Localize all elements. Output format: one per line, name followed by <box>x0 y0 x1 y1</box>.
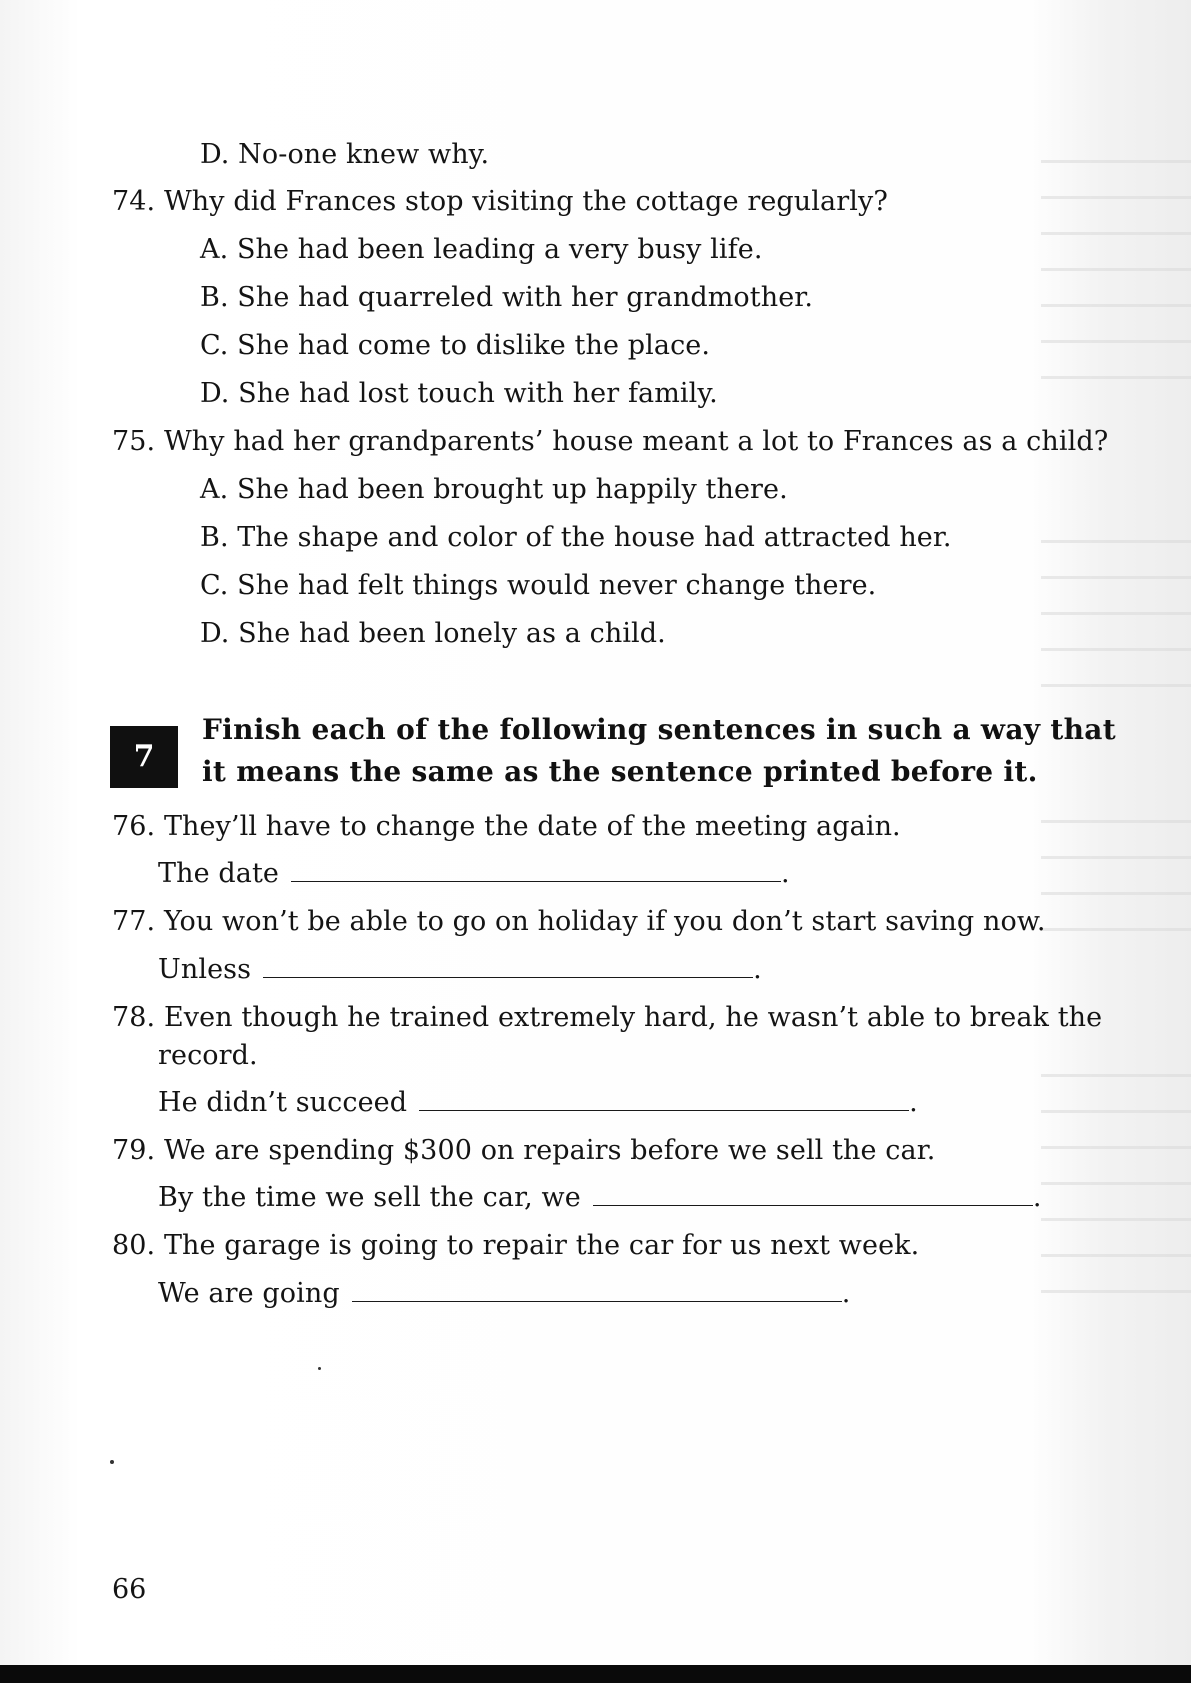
bleed-through-mark <box>1041 1074 1191 1077</box>
bleed-through-mark <box>1041 340 1191 343</box>
answer-period: . <box>909 1087 918 1118</box>
q75-option-b: B. The shape and color of the house had attracted her. <box>200 522 952 553</box>
q77-answer-line <box>158 953 762 987</box>
question-74 <box>112 185 888 219</box>
question-75 <box>112 425 1108 459</box>
answer-blank[interactable] <box>352 1277 842 1302</box>
bleed-through-mark <box>1041 820 1191 823</box>
q78-answer-line <box>158 1086 918 1120</box>
bleed-through-mark <box>1041 576 1191 579</box>
bleed-through-mark <box>1041 928 1191 931</box>
q74-option-b: B. She had quarreled with her grandmother. <box>200 282 814 313</box>
section-instruction-line-2: it means the same as the sentence printed before it. <box>202 755 1038 788</box>
section-instruction-line-1: Finish each of the following sentences in such a way that <box>202 713 1116 746</box>
question-sentence: The garage is going to repair the car for us next week. <box>163 1230 920 1261</box>
question-number: 79. <box>112 1135 156 1166</box>
question-text: Why had her grandparents’ house meant a lot to Frances as a child? <box>163 426 1109 457</box>
answer-period: . <box>780 858 790 889</box>
q76-answer-line <box>158 857 790 891</box>
answer-stem: He didn’t succeed <box>158 1087 408 1118</box>
q74-option-a: A. She had been leading a very busy life. <box>200 234 763 265</box>
bleed-through-mark <box>1041 684 1191 687</box>
bleed-through-mark <box>1041 196 1191 199</box>
question-sentence: They’ll have to change the date of the meeting again. <box>163 811 901 842</box>
bleed-through-mark <box>1041 268 1191 271</box>
q75-option-c: C. She had felt things would never change there. <box>200 570 877 601</box>
bleed-through-mark <box>1041 1110 1191 1113</box>
question-number: 80. <box>112 1230 156 1261</box>
answer-stem: Unless <box>158 954 252 985</box>
q78-sentence-continuation: record. <box>158 1040 258 1071</box>
q75-option-d: D. She had been lonely as a child. <box>200 618 666 649</box>
q79-answer-line <box>158 1181 1042 1215</box>
question-sentence: We are spending $300 on repairs before we sell the car. <box>163 1135 936 1166</box>
bleed-through-mark <box>1041 612 1191 615</box>
answer-stem: By the time we sell the car, we <box>158 1182 581 1213</box>
bleed-through-mark <box>1041 304 1191 307</box>
question-77 <box>112 905 1046 939</box>
q74-option-c: C. She had come to dislike the place. <box>200 330 711 361</box>
answer-period: . <box>1032 1182 1042 1213</box>
bleed-through-mark <box>1041 1254 1191 1257</box>
bleed-through-mark <box>1041 160 1191 163</box>
q75-option-a: A. She had been brought up happily there. <box>200 474 788 505</box>
answer-stem: The date <box>158 858 279 889</box>
bleed-through-mark <box>1041 648 1191 651</box>
question-76 <box>112 810 901 844</box>
answer-stem: We are going <box>158 1278 340 1309</box>
bleed-through-mark <box>1041 376 1191 379</box>
page-number: 66 <box>112 1574 147 1605</box>
answer-blank[interactable] <box>263 953 753 978</box>
bleed-through-mark <box>1041 856 1191 859</box>
answer-period: . <box>841 1278 851 1309</box>
question-80 <box>112 1229 919 1263</box>
q74-option-d: D. She had lost touch with her family. <box>200 378 718 409</box>
page-edge-shadow <box>0 0 80 1683</box>
bleed-through-mark <box>1041 232 1191 235</box>
answer-blank[interactable] <box>291 857 781 882</box>
question-number: 75. <box>112 426 156 457</box>
question-number: 76. <box>112 811 156 842</box>
question-text: Why did Frances stop visiting the cottage regularly? <box>163 186 888 217</box>
bleed-through-mark <box>1041 892 1191 895</box>
bleed-through-mark <box>1041 1146 1191 1149</box>
question-number: 74. <box>112 186 156 217</box>
answer-blank[interactable] <box>419 1086 909 1111</box>
answer-period: . <box>753 954 762 985</box>
scan-speck <box>318 1367 321 1370</box>
q73-option-d: D. No-one knew why. <box>200 139 490 170</box>
question-number: 77. <box>112 906 156 937</box>
scan-speck <box>110 1460 114 1464</box>
bleed-through-mark <box>1041 540 1191 543</box>
answer-blank[interactable] <box>593 1181 1033 1206</box>
question-79 <box>112 1134 935 1168</box>
section-number-badge: 7 <box>110 726 178 788</box>
question-number: 78. <box>112 1002 156 1033</box>
question-78 <box>112 1001 1102 1035</box>
bleed-through-mark <box>1041 1182 1191 1185</box>
question-sentence: You won’t be able to go on holiday if you don’t start saving now. <box>163 906 1046 937</box>
question-sentence: Even though he trained extremely hard, he wasn’t able to break the <box>163 1002 1103 1033</box>
bleed-through-mark <box>1041 1290 1191 1293</box>
bleed-through-mark <box>1041 1218 1191 1221</box>
scan-bottom-edge <box>0 1665 1191 1683</box>
q80-answer-line <box>158 1277 850 1311</box>
